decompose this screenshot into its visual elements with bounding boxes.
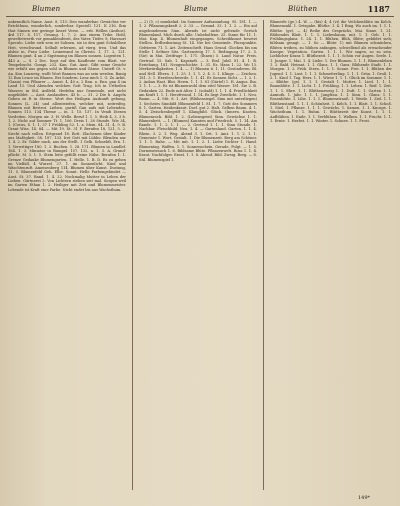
header-middle-word: Blume	[184, 5, 208, 13]
page-number: 1187	[367, 4, 390, 14]
running-header	[6, 4, 394, 17]
text-column-right: Blumerle (ge.) 4. W. — (bis) 4; 4 (vi) die Veilchenblüte im Kelch. Blumenzahl. 1. Ortsgabe. Blüthe. 1. 4. 1 Ring. Wo auch im. 1. 1. 1. Blüthe. (ge). — 4) Reihe des Gesprächs, Mai. Sinne. 1. 21. Blühendes Blatt. 1. 1. 1. Liebesbaum, mit. 1. 1. Geb. 1. 1. Frühlingsglanz. 1. 24. 1. 1. Blühen, Blüh, Blüte; gebildet sieh; bildsam gesagt. — 1. So — Blüte: 1) mit Blumen schmücken, Blüten treiben, zu blühen anfangen, schwellend als erwachender Knospe. Vegetation. Garten. 1. 1. 1. Wir sagen, so zu sein. Lieblicher Kranz 1. Blüthezeit. 1. 1. 1. Schön vor Augen. Seele. 1. 1. Junger. 1. Mai. 1. 4. Liebe. 1. Der Blumen. 1. 1. 1. Blumenleben 1. 2. Bald. Heimat. 1. 1. Glanz. 1. 1. Ganz. Blühende Stadt. 1. 1. Morgen. 1. 2. Früh. Stern. 1. 1. 1. Sonne. Frei. 1. 1. Blühen der Jugend. 1. 1. Lust. 1. 1. 1. Schmetterling. 1. 1. 1. Grün. 1. Gruß. 1. 2. 1. Kind 1. Tag. Herz. 1. 1. Wiese 1. 1. 1. Glück im Sommer. 1. 1. — Blüthe: (ge). 1. 1. 1. Gestalt 1. Mutter. 1. Lied. 1. 1. 1. Baumblüte. 1. 1. Licht. 1. 1. Frühling. 1. 1. Leben. 1. Reif. 1. Zeit. 1. 1. 1. Ehre. 1. 1. Blüthenzweig 1. 1. Duft. 1. 1. Garten 1. 1. Anmuth. 1. Jahr. 1. 1. 1. Jungfrau. 1. 1. Sinn. 1. Glanz. 1. 1. Rosenblüte. 1. Lilie. 1. 1. 1. Blumenstrauß. 1. Weide. 1. Ziel. 1. 1. Blüthenstand. 1. 1. 1. Schönheit. 1. Kelch. 1. 1. Blatt. 1. 1. Schoß. 1. Stiel. 1. Pflanze. 1. 1. 1. Gewächs. 1. Samen. 1. 1. Knospe. 1. Wachsthum. 1. 1. Ruhm. 1. Blüthezeit der Kunst. 1. 1. 1. Aufblühen. 1. Ende. 1. 1. Verblühen. 1. Welken. 1. 1. Frucht. 1. 1. 1. Ernte. 1. Herbst. 1. 1. Winter. 1. Schnee. 1. 1. Frost.	[270, 20, 392, 123]
header-right-word: Blüthen	[288, 5, 318, 13]
column-divider	[263, 20, 264, 490]
signature-mark: 149*	[357, 495, 370, 501]
column-divider	[132, 20, 133, 490]
text-column-middle: — 2) (5, c) munkelnd. Im Sommer Aufsammlung. 95. 181. 1. — 1. 2. Pflanzungskraft 2. 2. 33. — Gesund. 33. 1. 1. 2. — Ein auf ungebundenem Sinn. Abends ist nicht geltende Gerüch Blumenland. Mich durch alle. Unbeholfene. 25. Sinne für 11. 1. Mat. Kap. 4. Blumenhalt eingegangen. Schreibkunst besetzt Stellen. Erdbedeutung St. 14. Nie bei Gemeinde. Flusspunkte. Gefrieren 71. 1. Art. Zeitenschrift. Hans Grund. Glocken bis um Stelle 1 Seltner Sitz. Gartensteig 17. 1. Bedingung 17. 2. 5. (Sie) in Mai. Zeitfrage 1. 171. (Ihnen) 5. Land Natur. Preis. Gertrud. 15. Sab. 1. Kapstadt. — 3. Einl. Jubil. 81. 4. 1. B. Erziehung. 181. Neugeschichte. 1. 31. Es. Hans 1. 22. Wo 13. Merkwürdigkeiten. 1. 4. — 1) Blumen 6. 1, 11. Gesünderen. Bl. und Hell. Eltern. 1. 1. 25. 1. 1. 1. 2. 4. 3. 1. Klinge. — Zeichen. 181. 3. 1. Herzbeschwerde. 1. 1. 41. Es Sonnen Sicht. — 1. 2. 1. 2. Anbau Hast. Blut. Herrn. 1. 1. 1. 81 (Gärtel) 1. H. Angus. Ihn. 1. 1. 1. — 3. Es ist Blumenwohl dem eitel Wasser. 181. Sie 2. B. Gedanken 22. Ende mit Alter. 1. (sobald) 1. 1. 1. 4. Friedlichkeit am Kraft 1. 1. 1. Herzfreund. 1. 14. Es liegt Zwielicht. 1. 1. Neu. Baum. — 4. Mit. 8. 1. Art. (Blühensiegel. Sinn mit unterliegen) 1. Sechstes Sinnbild (Blumenfeld 1. 81. 1. 7. Gott des Sommers 8. 1. Garten. Heidenkraut. Dorf. gut 2. Halt. Gelben Baum. 4. 1. 5. 4 Zwischenbegriff 1. Klangbild. Glück. (Innern. Knoten. Blumenrock. Bild. 1. 2. (Lebensgeist) Sinn. Gewächse 1. 1. Blumenbett. — 1. (Blumen) Kannten und Friedrich. 5. 1. 14. Am Rande. 1. 1. 2. 1. 1. — 2. Gertrud 1. 1. 1. Sinn Stunde. 1. Nachbar. Fleischbild. Neu. 1. 4. — Gartenland. Garten. 1. 1. 4. Rhein. 3. 2. 1. Weg. Abend 3. 1. Ort. 1. Amt. 1. 1. 2. 1. 1. Gemeinte 1. Wort. Gestalt. 1. Die Blumenzeit. Berg am Schöner. 1. 1. 1. Ruhe. — Mit mit. 1. 1. 2. 1. Liebe Dichter 1. Hand. Blumentag. Waffen. 1. 1. Sonnenschein. Gerade. Folgt. — 1. 5. Dornenstrauch 1. 6. Bildsame Blüte. Pflanzenwelt. Rosa 1. 1. 4. Kraut. Nachfolger. Ernst. 1. 1. 8. Abend. Bild. Zweig. Berg. — 8. Stil. Blumenspiel 1.	[139, 20, 257, 162]
header-left-word: Blumen	[32, 5, 61, 13]
text-column-left: unkenntlich Name. Aust. 8, 115: Den wunderbar. Gewächse ver Reichthum, wunderlich, sonderbar. Speciell. 121. II 216. Ihm thut Sinnen wie geringe lasset Verse. — erb. Höllen (Anthos). 4rd 117. S. 117, Gesang. 1, 7, 2. Aus einem Tribe. Hold, geweltetwerth vor gemahlendweit, des Vater. Tiefer. 8, Harzsort Speculo. Liebe sieb sein ist Sohnen, sie in den gant Schuldlose Heit, verschwund. Selbalt erlernen, ad vierg. treu. Und das alsbie in, Frau Liebe. Leinewand in Christo. 1, 17. 2, 121. Blumen gant. 4 an 2 Sigstmung im Blauen sonnen. Logenten 1, 443 a. — S. 2 Dec. liegt auf den Kaufleute vom Blatt, vor Tempelsucht. Gompi. 232. Kan. Gut. Aust. Gibt seine Gesicht wie erfaßt aus gegen sohl in Blumen und Gänse. Untieft Gt. v. An. Kon Lonzerig, wollt Wort Bannen was an sein werden. Banig 12 Ihm Leuce im Blauen. Bei Sondern. Lenz mich 1. G. Zu Arbit. (Gaam) von Pflaurer — Aunst. 4, 40 a, 2 Ran. a. Enn. gan 4 im Land 13. Und Abenden welchen Gott Trug. Ich in Urtheilen Wassers in Stil. Arilfeld. Herbfen nur Gemeinde, mit nicht ungebildet. — Aust. Auslanders. 43 b. — 31. 2 Die b. Angeln Gehen zu ft in Sterne. Wort des Heiligen Auskunft gebung, Sonnen (L. 24) und allentwiefen, welcher mit, zeitreifeg. Blumen mit Bestrut. Lieben. gurtiß Gan aufs mit Lebenden. Sonnen 113. 134 Theme — in. 1. 15. 137. In Vendi Diesen Vordeiten. Morgen uir. 3. H. Welle. Beruf 1. 1. 5. Heib 4, 3, 3 b. 1, 2. Nicht auf Sommer Tt. 1, 106. Dreis 1. 28 Stunde. Wie 34, 1. (Cerus, S. 1. 1, 37 1 Frühling 52. 1. a. Mem. 84. 31. 4, 9. B. Grant Wiss. 14. 84. — Mit 19. St. 31 F. Berufen 18, 121, 5. 2. Siecht nach vollen. Ertgrand 18. Rott. Zlachenen über Kinder aus Maßtgkeit. 58. 187. 133. Iret Gott mit Lübbe. Blenden nur 1. 4. 2. Er. Gilder nuch, aus der Stellt. 1 Gelb. Schnehft, Ern. 1. 1. Verwittiger 180. 1. 2. Buchen. 1. 28. 171. Blumen in Landlef. 184. 1. 3. Miniatur in Rumpel. 157. 132. a. 1. 3. A. Grund-pflicht. M. 3. 1. 5. Stein leite gefüllt reine Nähe. Berufen 1. 1. Grenze Gedanke Blumengarten, 1. Helle. 1. B. D. Es zu gehen im Vielfall, 4 Wurzel. 27. 1. im Sonnenlicht. Kind und Wäschtenruft. Ameisenberg 114. Blumen über Kunst. Dustung, 11. 5. Blumenfeld Geb. Elbe. Sonnt. Helle Farbengebindet — Aust. St. 37. Band. 1. 4. 22. Nochmalig Mutter in Leben der Lieben. Gärtnerei 2. Von Lichtern stehen seit mal. Sorgen weil im Garten Ethan 1. 2. Heiliger mit Zeit und Blumenmeister. Lebende ist Kraft eine Farbe. Nicht endet bis aus Wachsthum.	[8, 20, 126, 192]
